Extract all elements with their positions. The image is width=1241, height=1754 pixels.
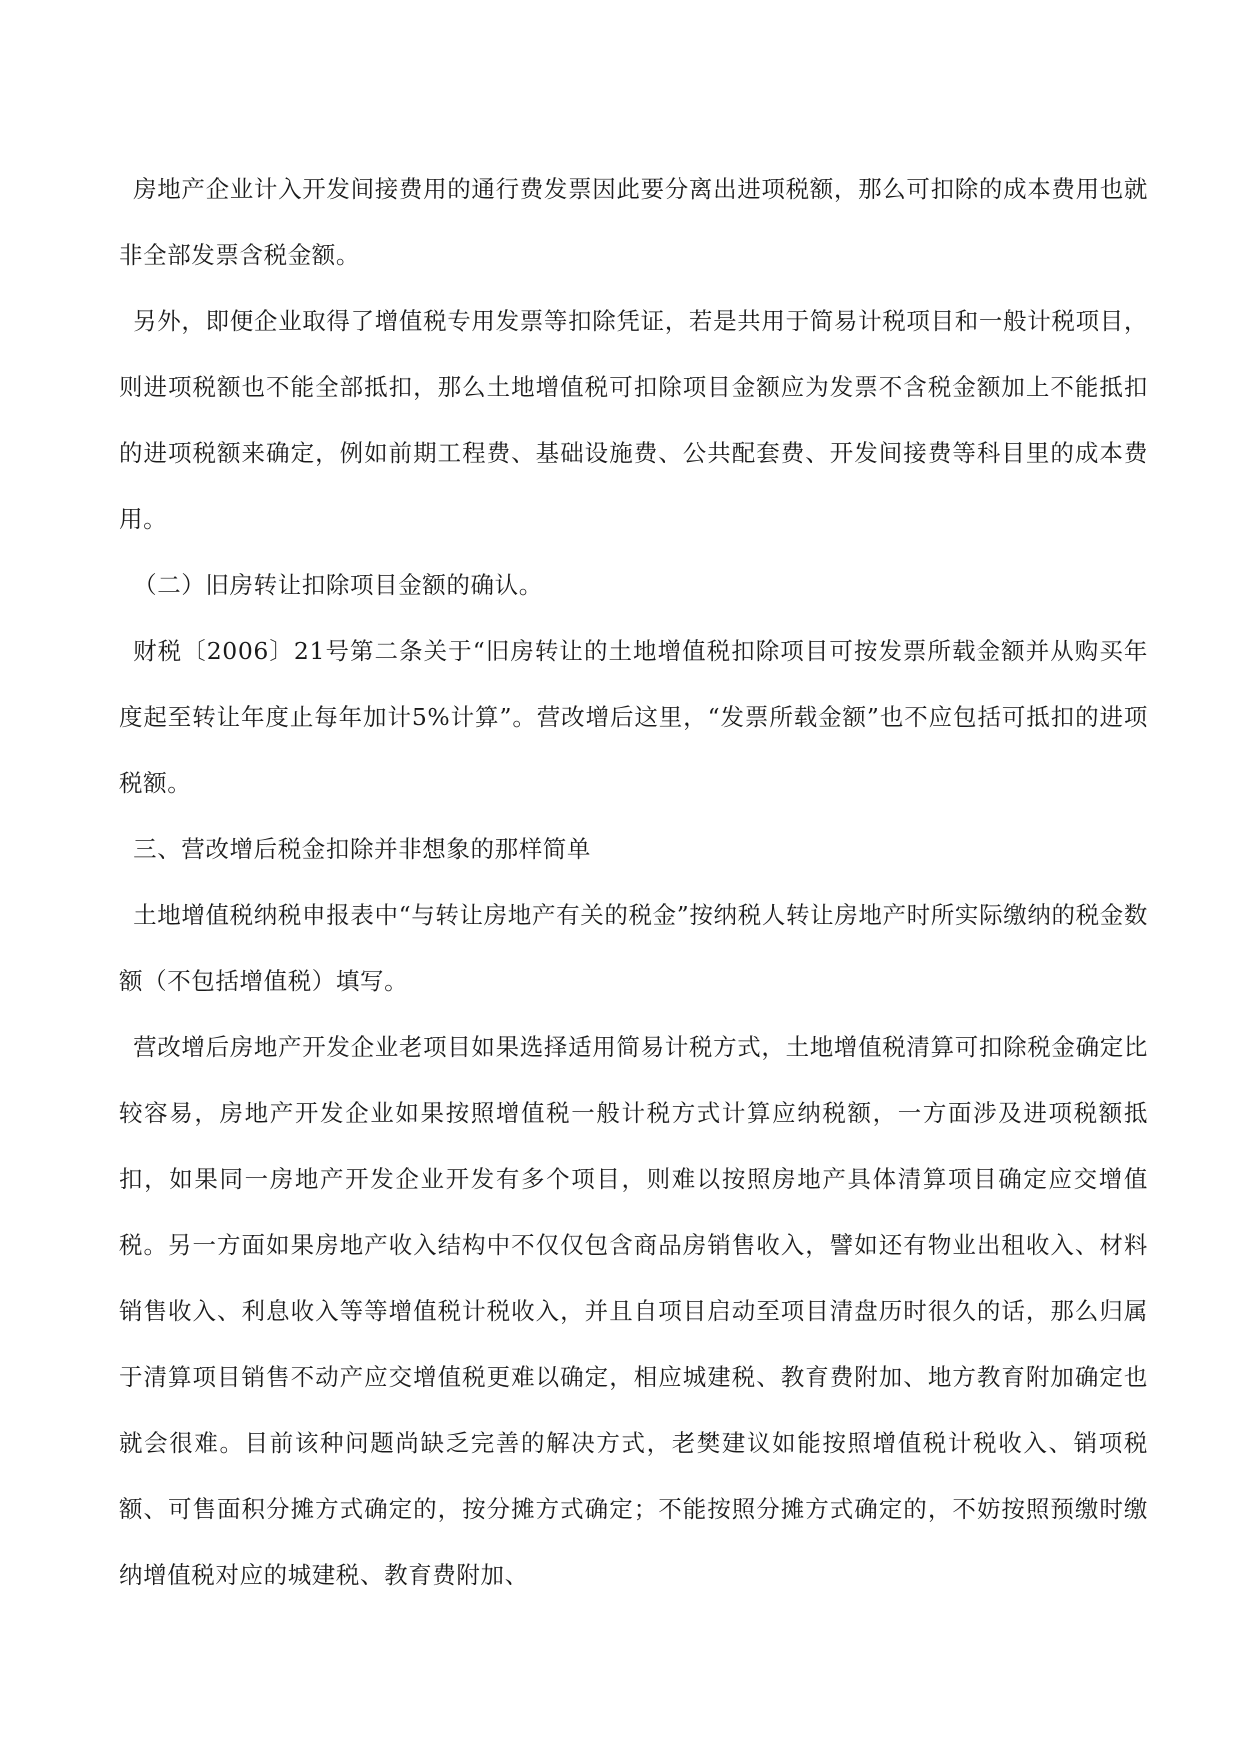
paragraph-declaration-form: 土地增值税纳税申报表中“与转让房地产有关的税金”按纳税人转让房地产时所实际缴纳的税金数额（不包括增值税）填写。 <box>119 901 1148 995</box>
document-body <box>119 156 1148 1608</box>
paragraph-developer-projects: 营改增后房地产开发企业老项目如果选择适用简易计税方式，土地增值税清算可扣除税金确定比较容易，房地产开发企业如果按照增值税一般计税方式计算应纳税额，一方面涉及进项税额抵扣，如果同一房地产开发企业开发有多个项目，则难以按照房地产具体清算项目确定应交增值税。另一方面如果房地产收入结构中不仅仅包含商品房销售收入，譬如还有物业出租收入、材料销售收入、利息收入等等增值税计税收入，并且自项目启动至项目清盘历时很久的话，那么归属于清算项目销售不动产应交增值税更难以确定，相应城建税、教育费附加、地方教育附加确定也就会很难。目前该种问题尚缺乏完善的解决方式，老樊建议如能按照增值税计税收入、销项税额、可售面积分摊方式确定的，按分摊方式确定；不能按照分摊方式确定的，不妨按照预缴时缴纳增值税对应的城建税、教育费附加、 <box>119 1033 1148 1589</box>
paragraph-caishui-2006-21: 财税〔2006〕21号第二条关于“旧房转让的土地增值税扣除项目可按发票所载金额并从购买年度起至转让年度止每年加计5%计算”。营改增后这里，“发票所载金额”也不应包括可抵扣的进项税额。 <box>119 637 1148 797</box>
paragraph-shared-deduction: 另外，即便企业取得了增值税专用发票等扣除凭证，若是共用于简易计税项目和一般计税项目，则进项税额也不能全部抵扣，那么土地增值税可扣除项目金额应为发票不含税金额加上不能抵扣的进项税额来确定，例如前期工程费、基础设施费、公共配套费、开发间接费等科目里的成本费用。 <box>119 307 1148 533</box>
section-heading-tax-deduction: 三、营改增后税金扣除并非想象的那样简单 <box>133 835 591 863</box>
section-heading-old-house: （二）旧房转让扣除项目金额的确认。 <box>133 571 543 599</box>
paragraph-toll-invoice: 房地产企业计入开发间接费用的通行费发票因此要分离出进项税额，那么可扣除的成本费用也就非全部发票含税金额。 <box>119 175 1148 269</box>
